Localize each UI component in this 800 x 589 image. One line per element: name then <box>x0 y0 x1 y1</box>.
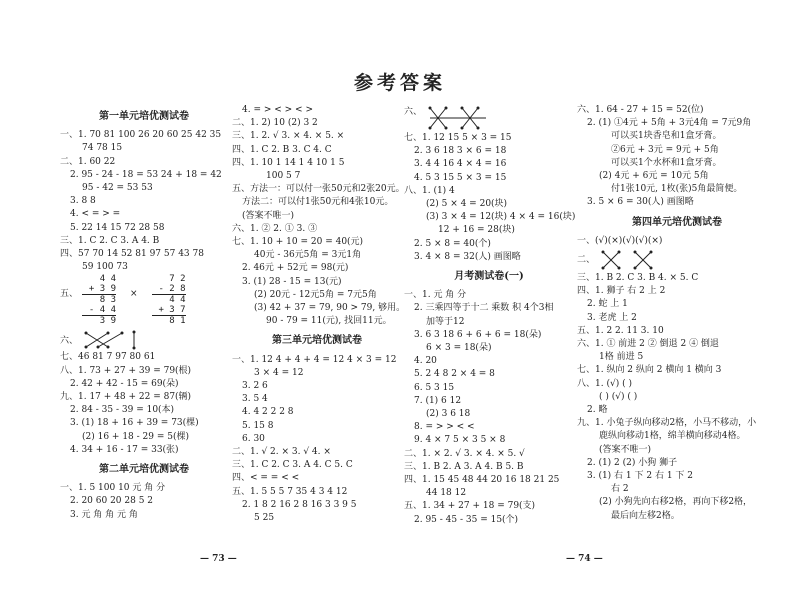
answer-line: 九、1. 17 + 48 + 22 = 87(辆) <box>60 392 192 403</box>
answer-line: 六、1. 64 - 27 + 15 = 52(位) <box>577 105 704 115</box>
answer-line: 四、1. 狮子 右 2 上 2 <box>577 286 666 297</box>
answer-line: 八、1. (√) ( ) <box>577 378 632 389</box>
answer-line: 6. 5 3 15 <box>414 382 455 393</box>
matching-lines-figure <box>426 104 490 132</box>
answer-line: 五、方法一：可以付一张50元和2张20元。 <box>232 184 405 195</box>
answer-line: (答案不唯一) <box>242 210 295 221</box>
answer-line: 一、1. 70 81 100 26 20 60 25 42 35 <box>60 130 222 141</box>
matching-figure-row <box>60 329 228 351</box>
answer-line: 2. 95 - 24 - 18 = 53 24 + 18 = 42 <box>70 169 222 180</box>
match-label: 六、 <box>404 107 423 117</box>
calc-digit: - 4 4 <box>82 305 116 316</box>
answer-line: 右 2 <box>611 484 629 495</box>
answer-line: 2. 5 × 8 = 40(个) <box>414 238 491 249</box>
answer-line: 四、< = = < < <box>232 473 300 484</box>
calc-digit: + 3 9 <box>82 284 116 295</box>
answer-line: 六、1. ① 前进 2 ② 倒退 2 ④ 倒退 <box>577 339 719 350</box>
answer-line: 6 × 3 = 18(朵) <box>426 343 492 354</box>
answer-line: 可以买1块香皂和1盒牙膏。 <box>611 131 722 142</box>
answer-line: 一、(√)(×)(√)(√)(×) <box>577 235 663 246</box>
answer-line: 三、1. C 2. C 3. A 4. C 5. C <box>232 460 353 471</box>
answer-line: 二、1. 2) 10 (2) 3 2 <box>232 118 318 129</box>
answer-line: 五、1. 34 + 27 + 18 = 79(支) <box>404 501 536 512</box>
answer-line: 2. 略 <box>587 405 608 416</box>
answer-line: 2. 95 - 45 - 35 = 15(个) <box>414 514 519 525</box>
answer-line: 方法二：可以付1张50元和4张10元。 <box>242 197 394 208</box>
answer-line: 3. 8 8 <box>70 196 96 207</box>
column-3 <box>404 104 574 527</box>
answer-line: 3. 5 4 <box>242 394 268 405</box>
answer-line: 6. 30 <box>242 433 265 444</box>
answer-line: 5. 22 14 15 72 28 58 <box>70 222 165 233</box>
calc-digit: + 3 7 <box>152 305 186 316</box>
calc-label: 五、 <box>60 289 79 300</box>
answer-line: 2. 蛇 上 1 <box>587 299 628 310</box>
answer-line: (3) 42 + 37 = 79, 90 > 79, 够用。 <box>254 303 406 314</box>
answer-line: 三、1. B 2. C 3. B 4. × 5. C <box>577 273 699 284</box>
answer-line: (2) 小狗先向右移2格，再向下移2格， <box>599 497 753 508</box>
match-label: 二、 <box>577 255 596 266</box>
answer-line: 最后向左移2格。 <box>611 510 680 521</box>
vertical-calculations <box>60 274 228 326</box>
answer-line: 3. (1) 28 - 15 = 13(元) <box>242 276 342 287</box>
answer-line: 2. (1) 2 (2) 小狗 狮子 <box>587 457 678 468</box>
answer-line: 3 × 4 = 12 <box>254 367 304 378</box>
answer-line: 七、1. 10 + 10 = 20 = 40(元) <box>232 237 364 248</box>
matching-lines-figure <box>82 329 142 351</box>
answer-line: 40元 - 36元5角 = 3元1角 <box>254 250 362 261</box>
answer-line: 七、46 81 7 97 80 61 <box>60 352 156 363</box>
answer-line: 9. 4 × 7 5 × 3 5 × 8 <box>414 435 506 446</box>
answer-line: 五、1. 2 2. 11 3. 10 <box>577 325 664 336</box>
answer-line: 12 + 16 = 28(块) <box>438 225 515 236</box>
calc-digit: - 2 8 <box>152 284 186 295</box>
answer-line: 4. 20 <box>414 356 437 367</box>
answer-line: 7. (1) 6 12 <box>414 395 462 406</box>
answer-line: 八、1. 73 + 27 + 39 = 79(根) <box>60 365 192 376</box>
answer-line: 3. 6 3 18 6 + 6 + 6 = 18(朵) <box>414 329 542 340</box>
calc-digit: 7 2 <box>169 274 186 285</box>
answer-line: 95 - 42 = 53 53 <box>82 183 153 194</box>
answer-line: (2) 3 6 18 <box>426 409 471 420</box>
answer-line: 四、1. 15 45 48 44 20 16 18 21 25 <box>404 475 560 486</box>
answer-line: 44 18 12 <box>426 488 467 499</box>
calc-block-1 <box>82 274 116 326</box>
answer-line: 3. 5 × 6 = 30(人) 画图略 <box>587 197 694 208</box>
answer-line: 九、1. 小兔子纵向移动2格，小马不移动，小 <box>577 418 757 429</box>
answer-line: 59 100 73 <box>82 262 128 273</box>
page-number-right: — 74 — <box>566 554 603 564</box>
answer-line: 4. 34 + 16 - 17 = 33(张) <box>70 444 179 455</box>
answer-line: 四、57 70 14 52 81 97 57 43 78 <box>60 249 204 260</box>
answer-line: 三、1. B 2. A 3. A 4. B 5. B <box>404 461 524 472</box>
answer-line: ②6元 + 3元 = 9元 + 5角 <box>611 144 719 155</box>
column-4 <box>577 104 777 523</box>
answer-line: 2. 三乘四等于十二 乘数 积 4个3相 <box>414 303 554 314</box>
answer-line: 3. 元 角 角 元 角 <box>70 509 138 520</box>
answer-line: 可以买1个水杯和1盒牙膏。 <box>611 157 722 168</box>
calc-digit: 8 1 <box>169 316 186 327</box>
answer-line: (3) 3 × 4 = 12(块) 4 × 4 = 16(块) <box>426 212 576 223</box>
answer-line: (2) 4元 + 6元 = 10元 5角 <box>599 171 709 182</box>
calc-digit: 3 9 <box>99 316 116 327</box>
answer-line: 100 5 7 <box>266 171 301 182</box>
answer-line: (2) 20元 - 12元5角 = 7元5角 <box>254 289 377 300</box>
answer-line: 5 25 <box>254 513 275 524</box>
answer-line: 鹿纵向移动1格，绵羊横向移动4格。 <box>599 431 746 442</box>
answer-line: 四、1. 10 1 14 1 4 10 1 5 <box>232 157 345 168</box>
page-number-left: — 73 — <box>200 554 237 564</box>
answer-line: 二、1. √ 2. × 3. √ 4. × <box>232 447 331 458</box>
answer-line: 5. 15 8 <box>242 420 274 431</box>
column-2 <box>232 104 406 525</box>
answer-line: 2. (1) ①4元 + 5角 + 3元4角 = 7元9角 <box>587 118 752 129</box>
answer-line: 74 78 15 <box>82 143 123 154</box>
answer-line: 90 - 79 = 11(元), 找回11元。 <box>266 316 392 327</box>
matching-figure-row <box>404 104 574 132</box>
answer-line: 4. 5 3 15 5 × 3 = 15 <box>414 172 507 183</box>
answer-line: 4. = > < > < > <box>242 105 313 115</box>
page-title: 参考答案 <box>353 72 446 94</box>
section-heading-unit3: 第三单元培优测试卷 <box>272 335 362 347</box>
answer-line: 3. (1) 右 1 下 2 右 1 下 2 <box>587 471 693 482</box>
answer-line: 三、1. 2. √ 3. × 4. × 5. × <box>232 131 345 142</box>
answer-line: 2. 46元 + 52元 = 98(元) <box>242 263 349 274</box>
answer-line: 五、1. 5 5 5 7 35 4 3 4 12 <box>232 486 348 497</box>
answer-line: 二、1. 60 22 <box>60 156 116 167</box>
answer-line: 六、1. ② 2. ① 3. ③ <box>232 223 318 234</box>
calc-mult-sign: × <box>130 289 138 300</box>
answer-line: (答案不唯一) <box>599 444 652 455</box>
answer-line: (2) 5 × 4 = 20(块) <box>426 199 508 210</box>
answer-line: 3. 4 4 16 4 × 4 = 16 <box>414 159 507 170</box>
answer-line: 一、1. 元 角 分 <box>404 290 467 301</box>
answer-line: 3. 老虎 上 2 <box>587 312 637 323</box>
answer-line: 一、1. 12 4 + 4 + 4 = 12 4 × 3 = 12 <box>232 354 397 365</box>
answer-line: 5. 2 4 8 2 × 4 = 8 <box>414 369 495 380</box>
match-label: 六、 <box>60 336 79 347</box>
answer-line: 加等于12 <box>426 316 465 327</box>
calc-digit: 4 4 <box>169 295 186 306</box>
answer-line: 2. 42 + 42 - 15 = 69(朵) <box>70 378 179 389</box>
answer-line: 3. 2 6 <box>242 381 268 392</box>
section-heading-unit4: 第四单元培优测试卷 <box>632 216 722 228</box>
answer-line: 8. = > > < < <box>414 422 475 433</box>
column-1 <box>60 104 228 522</box>
answer-line: 付1张10元, 1枚(张)5角最简便。 <box>611 184 743 195</box>
answer-line: 八、1. (1) 4 <box>404 185 455 196</box>
matching-figure-row <box>577 248 777 272</box>
answer-line: 三、1. C 2. C 3. A 4. B <box>60 235 160 246</box>
answer-line: 二、1. × 2. √ 3. × 4. × 5. √ <box>404 448 525 459</box>
answer-line: 2. 1 8 2 16 2 8 16 3 3 9 5 <box>242 499 357 510</box>
answer-line: 四、1. C 2. B 3. C 4. C <box>232 144 332 155</box>
answer-line: 2. 84 - 35 - 39 = 10(本) <box>70 405 175 416</box>
answer-line: 3. 4 × 8 = 32(人) 画图略 <box>414 251 521 262</box>
matching-lines-figure <box>599 248 659 272</box>
answer-line: 3. (1) 18 + 16 + 39 = 73(棵) <box>70 418 199 429</box>
answer-line: 4. 4 2 2 2 8 <box>242 407 294 418</box>
calc-digit: 8 3 <box>99 295 116 306</box>
answer-line: 七、1. 12 15 5 × 3 = 15 <box>404 133 512 143</box>
calc-digit: 4 4 <box>99 274 116 285</box>
answer-line: (2) 16 + 18 - 29 = 5(棵) <box>82 431 190 442</box>
answer-line: ( ) (√) ( ) <box>599 391 638 402</box>
answer-line: 4. < = > = <box>70 209 121 220</box>
section-heading-unit1: 第一单元培优测试卷 <box>99 111 189 122</box>
section-heading-unit2: 第二单元培优测试卷 <box>99 464 189 476</box>
answer-line: 2. 20 60 20 28 5 2 <box>70 496 154 507</box>
section-heading-monthly-test: 月考测试卷(一) <box>454 271 524 283</box>
answer-line: 2. 3 6 18 3 × 6 = 18 <box>414 146 507 157</box>
calc-block-2 <box>152 274 186 326</box>
answer-line: 七、1. 纵向 2 纵向 2 横向 1 横向 3 <box>577 365 722 376</box>
answer-line: 一、1. 5 100 10 元 角 分 <box>60 483 166 494</box>
answer-line: 1格 前进 5 <box>599 352 644 363</box>
